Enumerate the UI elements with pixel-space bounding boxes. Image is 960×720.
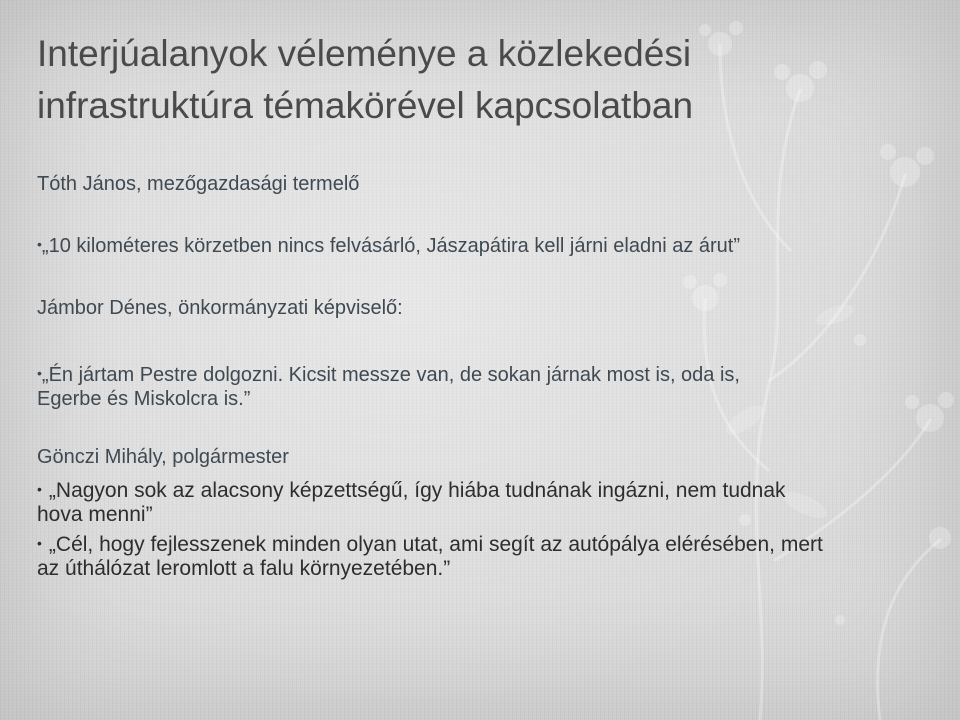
quote-line [37,531,823,557]
quote-text: „Cél, hogy fejlesszenek minden olyan utat, ami segít az autópálya elérésében, mert [48,533,823,556]
speaker-name-jambor: Jámbor Dénes, önkormányzati képviselő: [37,297,403,319]
bullet-icon: • [37,236,42,252]
quote-line [37,477,786,503]
slide-title-line-1: Interjúalanyok véleménye a közlekedési [37,33,692,74]
bullet-icon: • [37,481,42,497]
quote-line: az úthálózat leromlott a falu környezetében.” [37,557,451,580]
speaker-name-toth: Tóth János, mezőgazdasági termelő [37,173,360,195]
quote-line [37,232,740,258]
quote-jambor [37,361,740,411]
bullet-icon: • [37,535,42,551]
slide-title-line-2: infrastruktúra témakörével kapcsolatban [37,85,694,126]
quote-gonczi-2 [37,531,823,581]
quote-toth [37,232,740,258]
slide-title [37,28,693,132]
speaker-name-gonczi: Gönczi Mihály, polgármester [37,446,289,468]
quote-line: hova menni” [37,503,153,526]
quote-line [37,361,740,387]
quote-text: „Én jártam Pestre dolgozni. Kicsit messze van, de sokan járnak most is, oda is, [41,364,740,386]
quote-text: „10 kilométeres körzetben nincs felvásárló, Jászapátira kell járni eladni az árut” [41,235,741,257]
bullet-icon: • [37,365,42,381]
quote-line: Egerbe és Miskolcra is.” [37,388,251,410]
quote-text: „Nagyon sok az alacsony képzettségű, így hiába tudnának ingázni, nem tudnak [48,479,786,502]
quote-gonczi-1 [37,477,786,527]
